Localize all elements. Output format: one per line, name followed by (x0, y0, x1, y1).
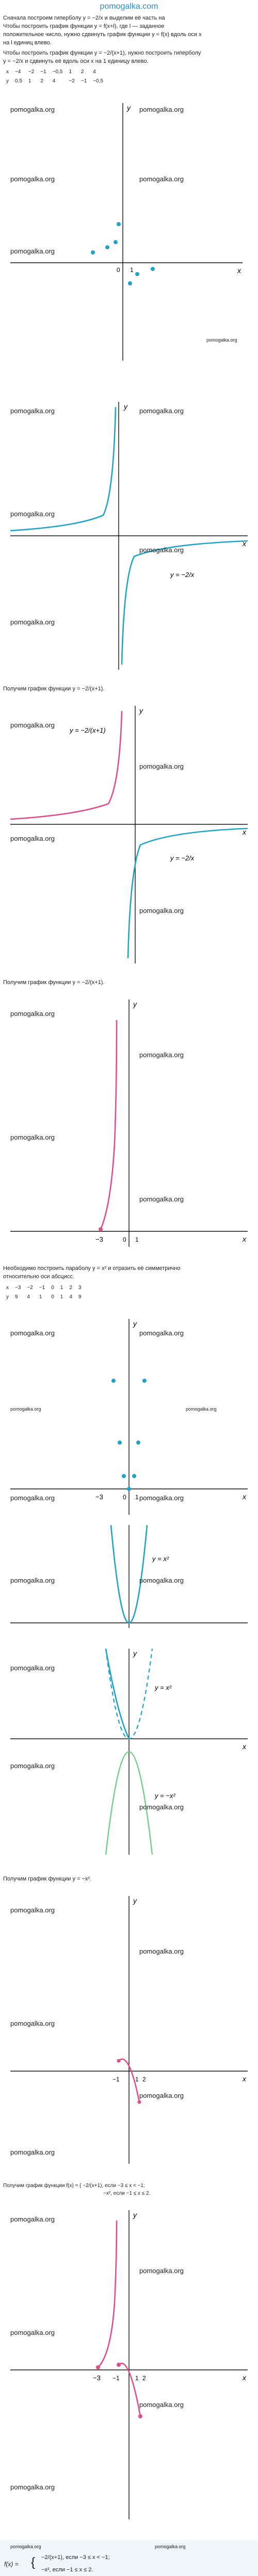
watermark: pomogalka.org (10, 1577, 55, 1584)
table-cell: 2 (69, 1284, 72, 1291)
endpoint (138, 2100, 141, 2104)
table-row (3, 1283, 84, 1292)
watermark: pomogalka.org (10, 1762, 55, 1770)
watermark: pomogalka.org (139, 1051, 184, 1059)
table-cell: −2 (28, 69, 35, 75)
watermark: pomogalka.org (139, 907, 184, 914)
watermark: pomogalka.org (10, 1329, 55, 1337)
table-header-y: y (6, 78, 9, 84)
table-header-x: x (6, 1284, 9, 1291)
endpoint (138, 2414, 142, 2418)
tick-label: −3 (95, 1235, 103, 1243)
watermark: pomogalka.org (10, 1664, 55, 1672)
tick-label: −1 (112, 2076, 120, 2083)
step1-line2: Чтобы построить график функции y = f(x+l), где l — заданное (3, 23, 165, 29)
endpoint (117, 2363, 121, 2367)
data-point (142, 1379, 147, 1383)
watermark: pomogalka.org (139, 1947, 184, 1955)
data-point (118, 1440, 122, 1445)
table-cell: −2 (27, 1284, 33, 1291)
step7-line1: Получим график функции f(x) = { −2/(x+1), если −3 ≤ x < −1; (3, 2183, 145, 2189)
endpoint (117, 2059, 121, 2063)
step3-line1: Получим график функции y = −2/(x+1). (3, 686, 105, 692)
watermark: pomogalka.org (139, 1577, 184, 1584)
x-axis-label: x (243, 539, 246, 548)
data-point (136, 1440, 140, 1445)
table-cell: 1 (60, 1284, 63, 1291)
x-axis-label: x (237, 266, 241, 275)
curve-label: y = −2/x (170, 854, 195, 862)
watermark: pomogalka.org (186, 1406, 217, 1412)
tick-label: −3 (95, 1493, 103, 1501)
step1-line1: Сначала построим гиперболу y = −2/x и выделим её часть на (3, 15, 165, 21)
origin-label: 0 (123, 1236, 126, 1243)
graph-neg-parabola-part (0, 1886, 258, 2174)
graph-parabola-reflection (0, 1643, 258, 1860)
table-cell: −2 (69, 78, 75, 84)
parabola-left-solid (106, 1649, 129, 1739)
origin-label: 0 (117, 266, 120, 274)
step1-line4: на l единиц влево. (3, 40, 52, 46)
watermark: pomogalka.org (10, 2020, 55, 2027)
formula-case-2: −x², если −1 ≤ x ≤ 2. (41, 2567, 93, 2573)
x-axis-label: x (243, 2374, 246, 2382)
data-point (151, 267, 155, 271)
y-axis-label: y (133, 1000, 137, 1008)
y-axis-label: y (127, 104, 131, 112)
table-row (3, 76, 106, 86)
watermark: pomogalka.org (10, 407, 55, 415)
watermark: pomogalka.org (139, 2092, 184, 2099)
table-cell: 4 (52, 78, 56, 84)
hyperbola-branch-right (122, 541, 248, 665)
formula-prefix: f(x) = (4, 2561, 19, 2568)
final-piece-parabola (119, 2363, 140, 2416)
table-cell: 0,5 (15, 78, 22, 84)
y-axis-label: y (133, 1896, 137, 1905)
watermark: pomogalka.org (206, 337, 237, 343)
step5-line1: Необходимо построить параболу y = x² и отразить её симметрично (3, 1265, 181, 1272)
watermark: pomogalka.org (139, 175, 184, 183)
curve-label: y = x² (152, 1555, 169, 1563)
x-axis-label: x (243, 1742, 246, 1751)
step4-line1: Получим график функции y = −2/(x+1). (3, 979, 105, 986)
y-axis-label: y (133, 1649, 137, 1657)
origin-label: 0 (123, 1494, 126, 1501)
watermark: pomogalka.org (139, 2401, 184, 2409)
tick-label: −3 (93, 2374, 101, 2382)
table-cell: 1 (39, 1294, 42, 1300)
watermark: pomogalka.org (10, 835, 55, 842)
x-axis-label: x (243, 1493, 246, 1501)
data-point (128, 281, 132, 285)
watermark: pomogalka.org (10, 2148, 55, 2156)
table-cell: 4 (93, 69, 96, 75)
table-row (3, 67, 106, 76)
watermark: pomogalka.org (139, 762, 184, 770)
y-axis-label: y (133, 2211, 137, 2219)
watermark: pomogalka.org (10, 106, 55, 113)
watermark: pomogalka.org (10, 721, 55, 729)
data-point (105, 245, 109, 249)
hyperbola-piece (101, 1020, 117, 1229)
watermark: pomogalka.org (10, 1906, 55, 1914)
table-cell: 9 (15, 1294, 18, 1300)
curve-label: y = −x² (155, 1792, 175, 1800)
watermark: pomogalka.org (139, 1329, 184, 1337)
table-cell: 4 (27, 1294, 30, 1300)
watermark: pomogalka.org (10, 1494, 55, 1502)
curve-label: y = x² (155, 1684, 172, 1691)
data-point (111, 1379, 116, 1383)
x-axis-label: x (243, 1235, 246, 1243)
watermark: pomogalka.org (139, 2267, 184, 2275)
data-point (91, 250, 95, 255)
table-cell: −4 (15, 69, 21, 75)
watermark: pomogalka.org (10, 1133, 55, 1141)
y-axis-label: y (139, 706, 143, 715)
tick-label: 1 (135, 2375, 139, 2382)
data-point (117, 222, 121, 226)
table-cell: −1 (39, 1284, 45, 1291)
table-cell: 1 (60, 1294, 63, 1300)
formula-case-1: −2/(x+1), если −3 ≤ x < −1; (41, 2554, 110, 2561)
table-cell: 1 (69, 69, 72, 75)
table-cell: 9 (78, 1294, 82, 1300)
table-cell: 2 (40, 78, 43, 84)
endpoint (96, 2365, 100, 2369)
watermark: pomogalka.org (139, 1803, 184, 1811)
table-cell: 0 (51, 1294, 54, 1300)
watermark: pomogalka.org (10, 2544, 41, 2549)
x-axis-label: x (243, 2075, 246, 2083)
table-header-y: y (6, 1294, 9, 1300)
final-piece-hyperbola (98, 2221, 117, 2367)
tick-label: 2 (142, 2076, 146, 2083)
site-header-logo[interactable]: pomogalka.com (100, 2, 158, 11)
data-point (127, 1487, 131, 1491)
watermark: pomogalka.org (10, 2215, 55, 2223)
tick-label: 1 (135, 1236, 139, 1243)
y-axis-label: y (133, 1319, 137, 1328)
watermark: pomogalka.org (10, 1010, 55, 1018)
table-header-x: x (6, 69, 9, 75)
endpoint (99, 1227, 103, 1231)
curve-label: y = −2/(x+1) (70, 726, 106, 734)
watermark: pomogalka.org (139, 106, 184, 113)
watermark: pomogalka.org (10, 247, 55, 255)
graph-part-hyperbola (0, 989, 258, 1257)
graph-parabola-points (0, 1309, 258, 1525)
watermark: pomogalka.org (139, 407, 184, 415)
watermark: pomogalka.org (10, 2329, 55, 2336)
data-point (132, 1474, 136, 1478)
shifted-hyperbola-right (128, 828, 248, 958)
watermark: pomogalka.org (10, 510, 55, 518)
table-cell: 1 (28, 78, 31, 84)
table-cell: −3 (15, 1284, 21, 1291)
step5-line2: относительно оси абсцисс. (3, 1274, 74, 1280)
table-cell: −1 (40, 69, 46, 75)
watermark: pomogalka.org (139, 1494, 184, 1502)
table-cell: 3 (78, 1284, 82, 1291)
watermark: pomogalka.org (10, 175, 55, 183)
watermark: pomogalka.org (10, 2483, 55, 2491)
watermark: pomogalka.org (139, 546, 184, 554)
brace: { (31, 2555, 36, 2569)
step2-line1: Чтобы построить график функции y = −2/(x+1), нужно построить гиперболу (3, 50, 201, 56)
values-table-1 (3, 67, 106, 86)
tick-label: 2 (142, 2375, 146, 2382)
table-row (3, 1292, 84, 1301)
final-formula-box (0, 2540, 258, 2576)
step7-line2: −x², если −1 ≤ x ≤ 2. (103, 2191, 151, 2196)
table-cell: −0,5 (93, 78, 104, 84)
y-axis-label: y (124, 402, 127, 411)
tick-label: −1 (112, 2375, 120, 2382)
table-cell: 4 (69, 1294, 72, 1300)
table-cell: 2 (80, 69, 84, 75)
data-point (135, 272, 139, 276)
graph-final (0, 2200, 258, 2530)
step6-line1: Получим график функции y = −x². (3, 1876, 92, 1882)
tick-label: 1 (135, 2076, 139, 2083)
watermark: pomogalka.org (155, 2544, 186, 2549)
values-table-2 (3, 1283, 84, 1301)
tick-label: 1 (135, 1494, 139, 1501)
watermark: pomogalka.org (10, 618, 55, 626)
watermark: pomogalka.org (139, 1195, 184, 1203)
table-cell: −0,5 (52, 69, 63, 75)
graph-hyperbola (0, 392, 258, 680)
x-axis-label: x (243, 828, 246, 836)
table-cell: −1 (80, 78, 87, 84)
data-point (114, 240, 118, 244)
table-cell: 0 (51, 1284, 54, 1291)
curve-label: y = −2/x (170, 571, 195, 579)
step1-line3: положительное число, нужно сдвинуть график функции y = f(x) вдоль оси x (3, 31, 202, 38)
data-point (122, 1474, 126, 1478)
watermark: pomogalka.org (10, 1406, 41, 1412)
step2-line2: y = −2/x и сдвинуть её вдоль оси x на 1 единицу влево. (3, 58, 149, 64)
tick-label: 1 (130, 266, 134, 274)
